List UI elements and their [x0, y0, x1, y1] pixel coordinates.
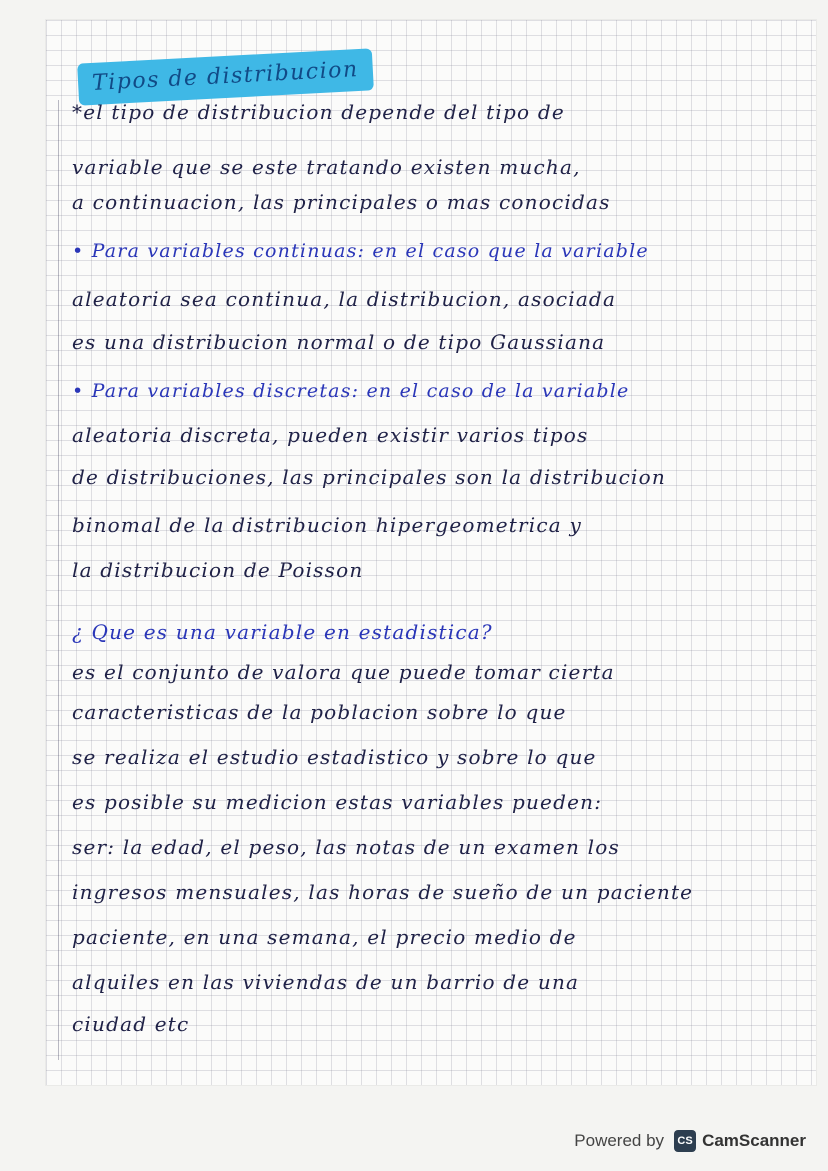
note-line: ciudad etc — [72, 1012, 190, 1036]
note-line: ¿ Que es una variable en estadistica? — [72, 620, 493, 644]
note-line: de distribuciones, las principales son la distribucion — [72, 465, 666, 489]
note-line: es una distribucion normal o de tipo Gaussiana — [72, 330, 606, 354]
note-line: se realiza el estudio estadistico y sobre lo que — [72, 745, 597, 769]
note-line: a continuacion, las principales o mas conocidas — [72, 190, 611, 214]
note-line: la distribucion de Poisson — [72, 558, 364, 582]
scanner-watermark — [574, 1126, 806, 1156]
note-line: es posible su medicion estas variables pueden: — [72, 790, 603, 814]
note-line: paciente, en una semana, el precio medio de — [72, 925, 577, 949]
note-title: Tipos de distribucion — [77, 48, 374, 105]
note-line: es el conjunto de valora que puede tomar cierta — [72, 660, 615, 684]
note-line: variable que se este tratando existen mucha, — [72, 155, 581, 179]
note-line: • Para variables discretas: en el caso de la variable — [72, 380, 630, 402]
note-line: aleatoria discreta, pueden existir varios tipos — [72, 423, 589, 447]
powered-by-label: Powered by — [574, 1131, 665, 1150]
note-line: alquiles en las viviendas de un barrio de una — [72, 970, 580, 994]
camscanner-logo-icon: CS — [674, 1130, 696, 1152]
note-line: ingresos mensuales, las horas de sueño de un paciente — [72, 880, 694, 904]
camscanner-brand: CamScanner — [702, 1131, 806, 1150]
note-line: • Para variables continuas: en el caso que la variable — [72, 240, 649, 262]
note-line: binomal de la distribucion hipergeometrica y — [72, 513, 582, 537]
note-line: ser: la edad, el peso, las notas de un examen los — [72, 835, 620, 859]
note-line: caracteristicas de la poblacion sobre lo que — [72, 700, 567, 724]
page-margin-line — [58, 100, 59, 1060]
note-line: *el tipo de distribucion depende del tipo de — [72, 100, 565, 124]
note-line: aleatoria sea continua, la distribucion, asociada — [72, 287, 617, 311]
